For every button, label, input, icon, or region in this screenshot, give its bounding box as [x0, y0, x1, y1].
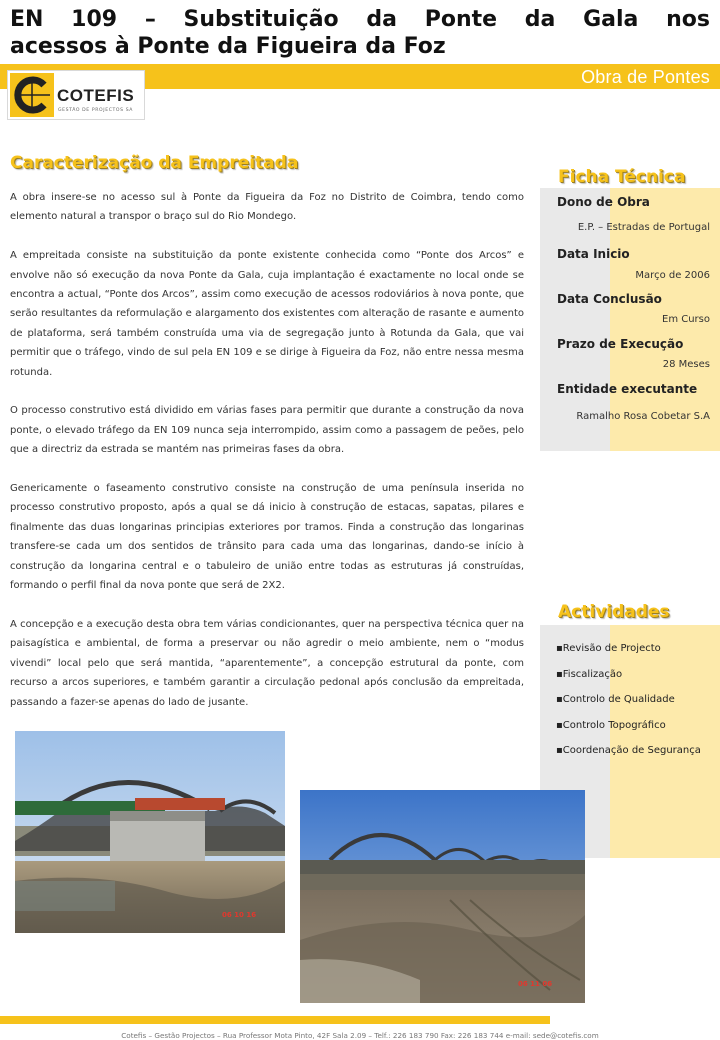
body-text [10, 188, 524, 731]
ficha-value: Março de 2006 [635, 270, 710, 281]
banner-category: Obra de Pontes [581, 67, 710, 87]
section-heading-ficha-tecnica: Ficha Técnica [558, 167, 686, 187]
list-item: ▪Fiscalização [556, 668, 623, 680]
ficha-value: E.P. – Estradas de Portugal [577, 222, 710, 233]
ficha-label: Entidade executante [557, 382, 698, 396]
photo-date-stamp: 06 11 06 [518, 980, 553, 988]
ficha-tecnica-panel [540, 188, 720, 451]
actividades-list [556, 643, 701, 771]
section-heading-caracterizacao: Caracterização da Empreitada [10, 153, 299, 173]
cotefis-logo-icon [10, 73, 54, 117]
paragraph: A obra insere-se no acesso sul à Ponte da Figueira da Foz no Distrito de Coimbra, tendo como elemento natural a transpor o braço sul do Rio Mondego. [10, 192, 524, 223]
page-title-line-1: EN 109 – Substituição da Ponte da Gala nos [10, 7, 710, 32]
page-title [10, 6, 710, 60]
logo-name: COTEFIS [57, 86, 135, 105]
ficha-label: Dono de Obra [557, 195, 650, 209]
company-logo [7, 70, 145, 120]
ficha-value: Ramalho Rosa Cobetar S.A [576, 411, 710, 422]
page-title-line-2: acessos à Ponte da Figueira da Foz [10, 34, 446, 59]
bridge-construction-image [15, 731, 285, 933]
paragraph: O processo construtivo está dividido em várias fases para permitir que durante a construção da nova ponte, o elevado tráfego da EN 109 nunca seja interrompido, assim como a passagem de peões, pelo que a directriz da estrada se mantém nas primeiras fases da obra. [10, 405, 524, 456]
ficha-label: Data Inicio [557, 247, 630, 261]
paragraph: A concepção e a execução desta obra tem várias condicionantes, quer na perspectiva técnica quer na paisagística e ambiental, de forma a preservar ou não agredir o meio ambiente, nem o “modus vivendi” local pelo que será mantida, “aparentemente”, a concepção estrutural da ponte, com recurso a arcos superiores, e também garantir a circulação pedonal após conclusão da empreitada, passando a fazer-se apenas do lado de jusante. [10, 618, 524, 708]
ficha-value: Em Curso [662, 314, 710, 325]
paragraph: A empreitada consiste na substituição da ponte existente conhecida como “Ponte dos Arcos” e envolve não só execução da nova Ponte da Gala, cuja implantação é exactamente no local onde se encontra a actual, “Ponte dos Arcos”, assim como execução de acessos rodoviários à nova ponte, que serão resultantes da reformulação e alargamento dos existentes com alteração de rasante e aumento de plataforma, será também construída uma via de segregação junto à Rotunda da Gala, que vai permitir que o tráfego, vindo de sul pela EN 109 e se dirige à Figueira da Foz, não entre nessa mesma rotunda. [10, 250, 524, 378]
bridge-photo-2 [300, 790, 585, 1003]
ficha-label: Data Conclusão [557, 292, 662, 306]
paragraph: Genericamente o faseamento construtivo consiste na construção de uma península inserida no processo construtivo proposto, após a qual se dá inicio à construção de estacas, sapatas, pilares e finalmente das duas longarinas principias exteriores por tramos. Finda a construção das longarinas transfere-se cada um dos sentidos de trânsito para cada uma das longarinas, dando-se início à construção da longarina central e o tabuleiro de união entre todas as estruturas já construídas, formando o perfil final da nova ponte que será de 2X2. [10, 483, 524, 592]
logo-subtitle: GESTÃO DE PROJECTOS SA [58, 108, 134, 113]
section-heading-actividades: Actividades [558, 602, 670, 622]
photo-date-stamp: 06 10 16 [222, 911, 257, 919]
list-item: ▪Controlo Topográfico [556, 719, 666, 731]
list-item: ▪Controlo de Qualidade [556, 694, 675, 706]
list-item: ▪Coordenação de Segurança [556, 745, 701, 757]
bridge-construction-image [300, 790, 585, 1003]
footer-bar [0, 1016, 550, 1024]
ficha-value: 28 Meses [662, 359, 710, 370]
footer-contact: Cotefis – Gestão Projectos – Rua Professor Mota Pinto, 42F Sala 2.09 – Telf.: 226 183 790 Fax: 226 183 744 e-mail: sede@cotefis.com [121, 1031, 599, 1040]
ficha-label: Prazo de Execução [557, 337, 684, 351]
list-item: ▪Revisão de Projecto [556, 643, 661, 654]
bridge-photo-1 [15, 731, 285, 933]
